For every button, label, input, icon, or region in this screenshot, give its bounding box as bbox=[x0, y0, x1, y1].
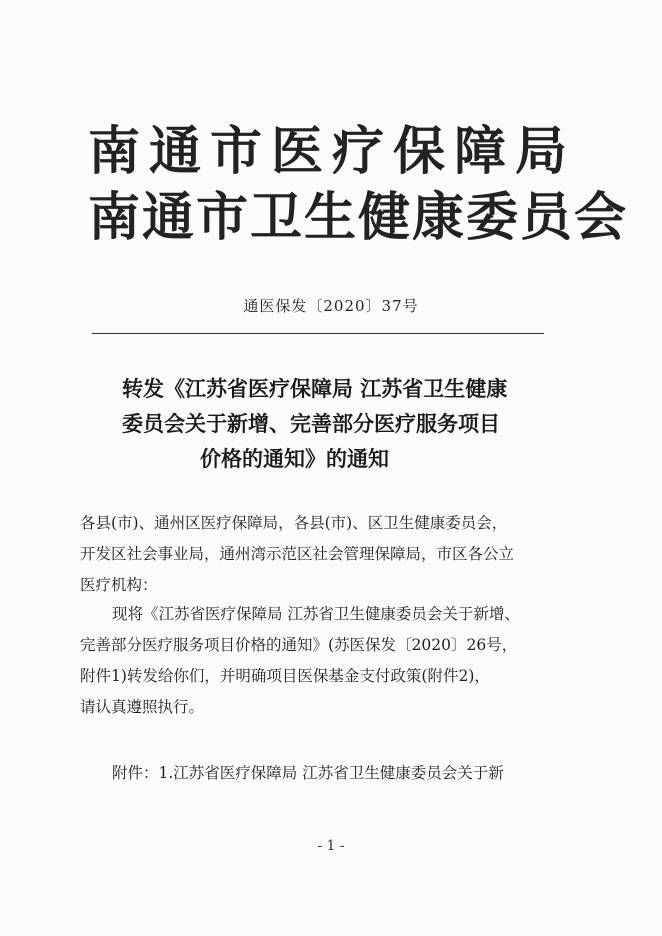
attachment-line: 附件：1.江苏省医疗保障局 江苏省卫生健康委员会关于新 bbox=[112, 764, 504, 782]
title-line-1: 转发《江苏省医疗保障局 江苏省卫生健康 bbox=[122, 377, 508, 401]
header-divider bbox=[92, 333, 544, 334]
paragraph-line-4: 请认真遵照执行。 bbox=[80, 698, 205, 716]
paragraph-line-2: 完善部分医疗服务项目价格的通知》(苏医保发〔2020〕26号， bbox=[80, 636, 518, 654]
paragraph-line-1: 现将《江苏省医疗保障局 江苏省卫生健康委员会关于新增、 bbox=[112, 605, 520, 623]
title-line-2: 委员会关于新增、完善部分医疗服务项目 bbox=[122, 412, 500, 436]
letterhead-line-1: 南通市医疗保障局 bbox=[88, 121, 577, 182]
recipients-line-2: 开发区社会事业局，通州湾示范区社会管理保障局，市区各公立 bbox=[80, 545, 515, 563]
body-paragraph bbox=[80, 599, 600, 723]
title-line-3: 价格的通知》的通知 bbox=[200, 447, 389, 471]
document-number: 通医保发〔2020〕37号 bbox=[243, 297, 419, 315]
recipients-line-3: 医疗机构： bbox=[80, 576, 158, 594]
document-title bbox=[80, 372, 580, 477]
letterhead-line-2: 南通市卫生健康委员会 bbox=[88, 187, 629, 248]
recipients-line-1: 各县(市)、通州区医疗保障局，各县(市)、区卫生健康委员会， bbox=[80, 514, 508, 532]
paragraph-line-3: 附件1)转发给你们，并明确项目医保基金支付政策(附件2)， bbox=[80, 667, 490, 685]
recipients-block bbox=[80, 508, 600, 601]
page-number: - 1 - bbox=[317, 838, 345, 854]
